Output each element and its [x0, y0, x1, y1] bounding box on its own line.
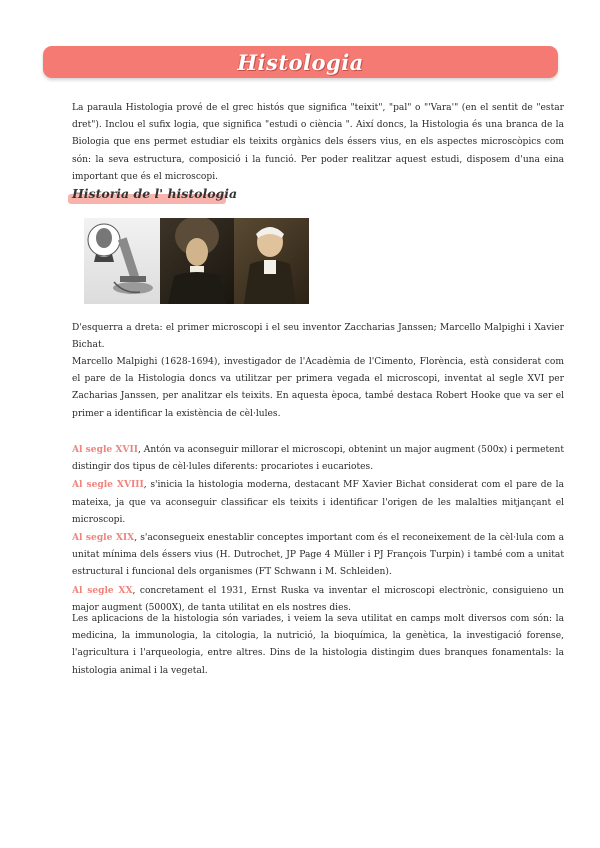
- bichat-figure: [234, 218, 309, 304]
- page-title: Histologia: [237, 49, 364, 75]
- janssen-microscope-image: [84, 218, 160, 304]
- century-label: Al segle XX: [72, 584, 133, 596]
- century-label: Al segle XVII: [72, 444, 138, 455]
- history-image: [84, 218, 309, 304]
- century-label: Al segle XVIII: [72, 479, 144, 491]
- malpighi-figure: [160, 218, 234, 304]
- title-banner: [43, 46, 558, 78]
- century-text: , concretament el 1931, Ernst Ruska va inventar el microscopi electrònic, consiguieno un major augment (5000X), de tanta utilitat en els nostres dies.: [72, 585, 564, 613]
- applications-paragraph: Les aplicacions de la histologia són variades, i veiem la seva utilitat en camps molt diversos com són: la medicina, la immunologia, la citologia, la nutrició, la bioquímica, la genètica, la investigació forense, l'agricultura i l'arqueologia, entre altres. Dins de la histologia distingim dues branques fonamentals: la histologia animal i la vegetal.: [72, 614, 564, 676]
- intro-paragraph: La paraula Histologia prové de el grec histós que significa "teixit", "pal" o "'Vara'" (en el sentit de "estar dret"). Inclou el sufix logia, que significa "estudi o ciència ". Així doncs, la Histologia és una branca de la Biologia que ens permet estudiar els teixits orgànics dels éssers vius, en els aspectes microscòpics com són: la seva estructura, composició i la funció. Per poder realitzar aquest estudi, disposem d'una eina important que és el microscopi.: [72, 103, 564, 182]
- century-label: Al segle XIX: [72, 532, 135, 544]
- bichat-portrait: [234, 218, 309, 304]
- centuries-block: [72, 441, 564, 617]
- century-text: , s'aconsegueix enestablir conceptes important com és el reconeixement de la cèl·lula com a unitat mínima dels éssers vius (H. Dutrochet, JP Page 4 Müller i PJ François Turpin) i també com a unitat estructural i funcional dels organismes (FT Schwann i M. Schleiden).: [72, 533, 564, 578]
- century-text: , Antón va aconseguir millorar el microscopi, obtenint un major augment (500x) i permetent distingir dos tipus de cèl·lules diferents: procariotes i eucariotes.: [72, 445, 564, 473]
- image-caption: D'esquerra a dreta: el primer microscopi i el seu inventor Zaccharias Janssen; Marcello Malpighi i Xavier Bichat.: [72, 323, 564, 351]
- malpighi-portrait: [160, 218, 234, 304]
- century-text: , s'inicia la histologia moderna, destacant MF Xavier Bichat considerat com el pare de la mateixa, ja que va aconseguir classificar els teixits i identificar l'origen de les malalties mitjançant el microscopi.: [72, 480, 564, 525]
- malpighi-paragraph: Marcello Malpighi (1628-1694), investigador de l'Acadèmia de l'Cimento, Florència, està considerat com el pare de la Histologia doncs va utilitzar per primera vegada el microscopi, inventat al segle XVI per Zacharias Janssen, per analitzar els teixits. En aquesta època, també destaca Robert Hooke que va ser el primer a identificar la existència de cèl·lules.: [72, 357, 564, 419]
- section-heading: [68, 186, 238, 206]
- microscope-illustration: [84, 218, 160, 304]
- section-heading-text: Historia de l' histologia: [72, 186, 238, 201]
